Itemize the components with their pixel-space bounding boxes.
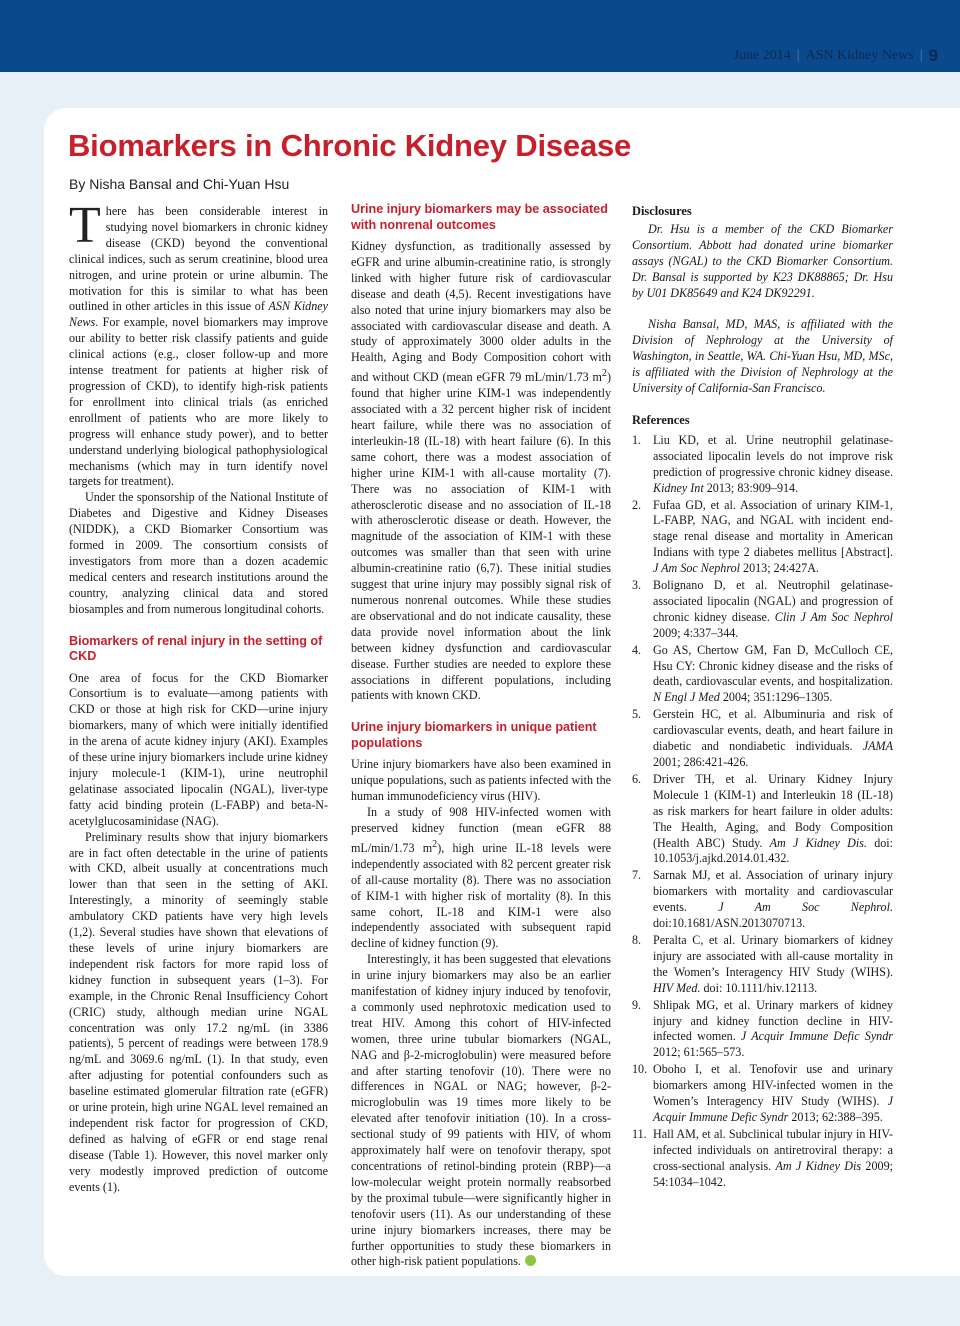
reference-item: 1. Liu KD, et al. Urine neutrophil gelatinase-associated lipocalin levels do not improve risk prediction of progressive chronic kidney disease. Kidney Int 2013; 83:909–914. [632, 432, 893, 495]
column-1 [69, 197, 329, 1195]
reference-number: 9. [632, 997, 642, 1012]
reference-item: 5. Gerstein HC, et al. Albuminuria and risk of cardiovascular events, death, and heart failure in diabetic and nondiabetic individuals. JAMA 2001; 286:421-426. [632, 707, 893, 769]
reference-number: 8. [632, 932, 642, 947]
reference-number: 10. [632, 1062, 648, 1077]
reference-number: 11. [632, 1126, 647, 1141]
body-paragraph: Urine injury biomarkers have also been examined in unique populations, such as patients infected with the human immunodeficiency virus (HIV). [351, 757, 611, 804]
drop-cap: T [69, 197, 101, 254]
reference-item: 8. Peralta C, et al. Urinary biomarkers of kidney injury are associated with all-cause mortality in the Women’s Interagency HIV Study (WIHS). HIV Med. doi: 10.1111/hiv.12113. [632, 932, 893, 995]
column-3 [632, 204, 893, 1191]
reference-item: 3. Bolignano D, et al. Neutrophil gelatinase-associated lipocalin (NGAL) and progression of chronic kidney disease. Clin J Am Soc Nephrol 2009; 4:337–344. [632, 578, 893, 640]
publication-name: ASN Kidney News [805, 48, 914, 63]
reference-number: 6. [632, 771, 642, 786]
intro-paragraph: There has been considerable interest in studying novel biomarkers in chronic kidney disease (CKD) beyond the conventional clinical indices, such as serum creatinine, blood urea nitrogen, and urine protein or urine albumin. The motivation for this is similar to what has been outlined in other articles in this issue of ASN Kidney News. For example, novel biomarkers may improve our ability to better risk classify patients and guide clinical actions (e.g., closer follow-up and more intense treatment for patients at higher risk of progression of CKD), to identify high-risk patients for enrollment into clinical trials (as enriched enrollment of patients who are more likely to progress will enhance study power), and to better understand underlying biological pathophysiological mechanisms (which may in turn identify novel targets for treatment). [69, 197, 329, 489]
reference-number: 4. [632, 642, 642, 657]
body-paragraph: In a study of 908 HIV-infected women with preserved kidney function (mean eGFR 88 mL/min/1.73 $m^2$), high urine IL-18 levels were independently associated with 82 percent greater risk of all-cause mortality (8). There was no association of KIM-1 with higher risk of mortality (8). In this same cohort, IL-18 and KIM-1 were also independently associated with subsequent rapid decline of kidney function (9). [351, 805, 611, 951]
author-affiliations: Nisha Bansal, MD, MAS, is affiliated with the Division of Nephrology at the University of Washington, in Seattle, WA. Chi-Yuan Hsu, MD, MSc, is affiliated with the Division of Nephrology at the University of California-San Francisco. [632, 317, 893, 396]
disclosures-heading: Disclosures [632, 204, 692, 218]
article-title: Biomarkers in Chronic Kidney Disease [68, 128, 632, 163]
header-bar [0, 0, 960, 72]
reference-item: 6. Driver TH, et al. Urinary Kidney Injury Molecule 1 (KIM-1) and Interleukin 18 (IL-18) as risk markers for heart failure in older adults: The Health, Aging, and Body Composition (Health ABC) Study. Am J Kidney Dis. doi: 10.1053/j.ajkd.2014.01.432. [632, 771, 894, 866]
references-heading: References [632, 412, 690, 427]
reference-item: 11. Hall AM, et al. Subclinical tubular injury in HIV-infected individuals on antiretroviral therapy: a cross-sectional analysis. Am J Kidney Dis 2009; 54:1034–1042. [632, 1126, 893, 1189]
section-heading: Urine injury biomarkers in unique patient populations [351, 720, 597, 750]
reference-item: 10. Oboho I, et al. Tenofovir use and urinary biomarkers among HIV-infected women in the Women’s Interagency HIV Study (WIHS). J Acquir Immune Defic Syndr 2013; 62:388–395. [632, 1062, 893, 1124]
header-separator: | [919, 48, 923, 63]
byline: By Nisha Bansal and Chi-Yuan Hsu [69, 176, 290, 192]
reference-number: 3. [632, 578, 642, 593]
column-2 [351, 202, 611, 1270]
page-number: 9 [928, 46, 938, 65]
reference-number: 1. [632, 432, 642, 447]
reference-number: 5. [632, 707, 642, 722]
reference-item: 4. Go AS, Chertow GM, Fan D, McCulloch CE, Hsu CY: Chronic kidney disease and the risks of death, cardiovascular events, and hospitalization. N Engl J Med 2004; 351:1296–1305. [632, 642, 893, 705]
body-paragraph: Under the sponsorship of the National Institute of Diabetes and Digestive and Kidney Diseases (NIDDK), a CKD Biomarker Consortium was formed in 2009. The consortium consists of investigators from more than a dozen academic medical centers and research institutions around the country, analyzing clinical data and stored biosamples and from numerous longitudinal cohorts. [69, 490, 328, 616]
section-heading: Biomarkers of renal injury in the setting of CKD [69, 633, 323, 664]
body-paragraph: Preliminary results show that injury biomarkers are in fact often detectable in the urine of patients with CKD, albeit usually at concentrations much lower than that seen in the setting of AKI. Interestingly, a minority of seemingly stable ambulatory CKD patients have very high levels (1,2). Several studies have shown that elevations of these levels of urine injury biomarkers are independent risk factors for more rapid loss of kidney function in subsequent years (1–3). For example, in the Chronic Renal Insufficiency Cohort (CRIC) study, although median urine NGAL concentration was only 17.2 ng/mL (in 3386 patients), 5 percent of readings were between 178.9 ng/mL and 3069.6 ng/mL (1). In that study, even after adjusting for potential confounders such as baseline estimated glomerular filtration rate (eGFR) or urine protein, high urine NGAL level remained an independent risk factor for progression of CKD, defined as halving of eGFR or end stage renal disease (Table 1). However, this novel marker only very modestly improved prediction of outcome events (1). [69, 829, 328, 1194]
header-separator: | [796, 48, 800, 63]
reference-number: 7. [632, 868, 642, 883]
issue-date: June 2014 [733, 48, 791, 63]
reference-item: 9. Shlipak MG, et al. Urinary markers of kidney injury and kidney function decline in HIV-infected women. J Acquir Immune Defic Syndr 2012; 61:565–573. [632, 997, 893, 1060]
reference-number: 2. [632, 497, 642, 512]
references-list [632, 433, 893, 1191]
body-paragraph: Kidney dysfunction, as traditionally assessed by eGFR and urine albumin-creatinine ratio, is strongly linked with higher future risk of cardiovascular disease and death (4,5). Recent investigations have also noted that urine injury biomarkers may also be associated with cardiovascular disease and death. A study of approximately 3000 older adults in the Health, Aging and Body Composition cohort with and without CKD (mean eGFR 79 mL/min/1.73 $m^2$) found that higher urine KIM-1 was independently associated with a 32 percent higher risk of incident heart failure, while there was no association of interleukin-18 (IL-18) with heart failure (6). In this same cohort, there was a modest association of higher urine KIM-1 with all-cause mortality (7). There was no association of KIM-1 with atherosclerotic disease and no association of IL-18 with atherosclerotic disease or death. However, the magnitude of the association of KIM-1 with these outcomes was smaller than that seen with urine albumin-creatinine ratio (6,7). These initial studies suggest that urine injury may possibly signal risk of numerous nonrenal outcomes. While these studies are observational and do not indicate causality, these data provide novel information about the link between kidney dysfunction and cardiovascular disease. Further studies are needed to explore these associations in different populations, including patients with known CKD. [351, 239, 611, 703]
body-paragraph: Interestingly, it has been suggested that elevations in urine injury biomarkers may also be an earlier manifestation of kidney injury induced by tenofovir, a commonly used nephrotoxic medication used to treat HIV. Among this cohort of HIV-infected women, three urine tubular biomarkers (NGAL, NAG and β-2-microglobulin) were measured before and after starting tenofovir (10). There were no differences in NGAL or NAG; however, β-2-microglobulin was 19 times more likely to be elevated after tenofovir initiation (10). In a cross-sectional study of 99 patients with HIV, of whom approximately half were on tenofovir therapy, spot concentrations of retinol-binding protein (RBP)—a low-molecular weight protein normally reabsorbed by the proximal tubule—were significantly higher in tenofovir users (11). As our understanding of these urine injury biomarkers increases, there may be further opportunities to study these biomarkers in other high-risk patient populations. [351, 952, 611, 1269]
body-paragraph: One area of focus for the CKD Biomarker Consortium is to evaluate—among patients with CKD or those at high risk for CKD—urine injury biomarkers, many of which were initially identified in the arena of acute kidney injury (AKI). Examples of these urine injury biomarkers include urine kidney injury molecule-1 (KIM-1), urine neutrophil gelatinase associated lipocalin (NGAL), liver-type fatty acid binding protein (L-FABP) and beta-N-acetylglucosaminidase (NAG). [69, 670, 328, 828]
disclosures-text: Dr. Hsu is a member of the CKD Biomarker Consortium. Abbott had donated urine biomarker assays (NGAL) to the CKD Biomarker Consortium. Dr. Bansal is supported by K23 DK88865; Dr. Hsu by U01 DK85649 and K24 DK92291. [632, 221, 893, 300]
reference-item: 7. Sarnak MJ, et al. Association of urinary injury biomarkers with mortality and cardiovascular events. J Am Soc Nephrol. doi:10.1681/ASN.2013070713. [632, 868, 893, 931]
running-header [734, 46, 938, 66]
reference-item: 2. Fufaa GD, et al. Association of urinary KIM-1, L-FABP, NAG, and NGAL with incident end-stage renal disease and mortality in American Indians with type 2 diabetes mellitus [Abstract]. J Am Soc Nephrol 2013; 24:427A. [632, 497, 893, 576]
end-of-article-icon [525, 1255, 536, 1266]
section-heading: Urine injury biomarkers may be associated with nonrenal outcomes [351, 202, 608, 232]
